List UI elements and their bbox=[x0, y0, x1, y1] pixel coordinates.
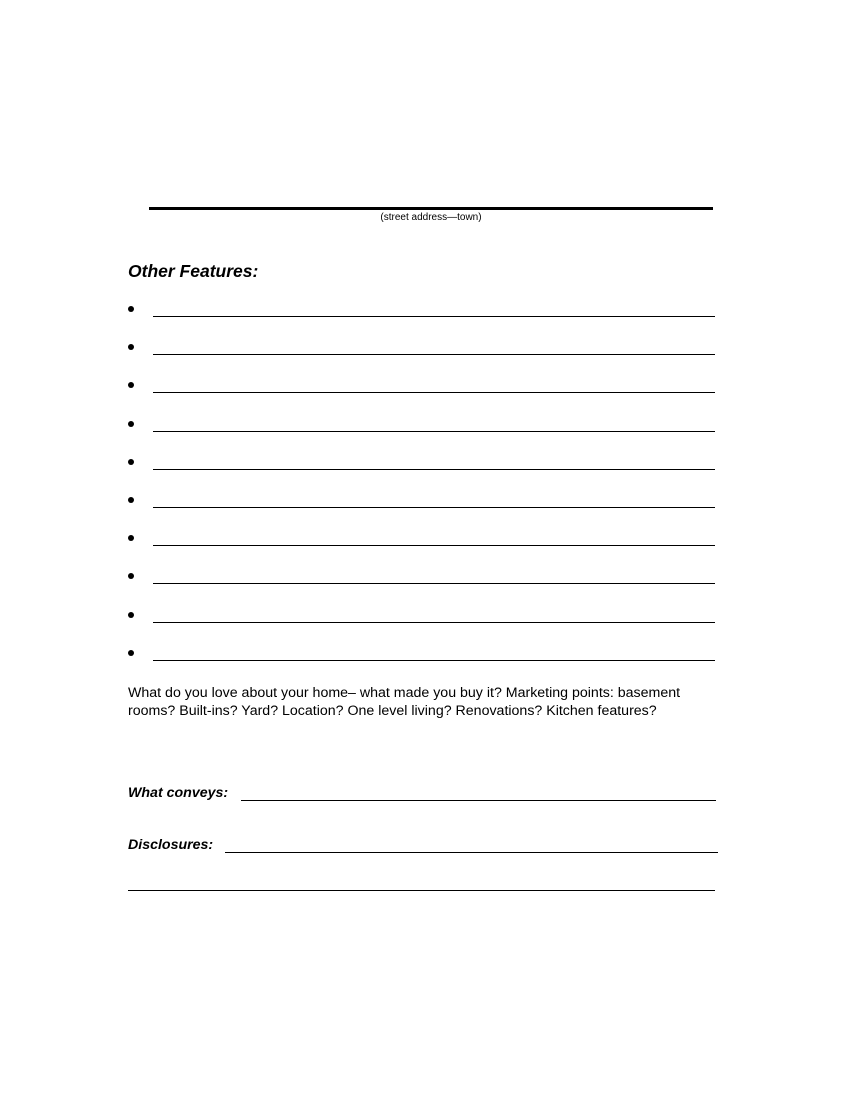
feature-item bbox=[128, 567, 718, 605]
bullet-icon bbox=[128, 459, 134, 465]
feature-blank-line[interactable] bbox=[153, 431, 715, 432]
feature-blank-line[interactable] bbox=[153, 583, 715, 584]
address-caption: (street address—town) bbox=[380, 212, 482, 223]
feature-item bbox=[128, 338, 718, 376]
bullet-icon bbox=[128, 421, 134, 427]
feature-blank-line[interactable] bbox=[153, 316, 715, 317]
bullet-icon bbox=[128, 344, 134, 350]
feature-blank-line[interactable] bbox=[153, 354, 715, 355]
feature-blank-line[interactable] bbox=[153, 660, 715, 661]
section-title: Other Features: bbox=[128, 261, 259, 281]
disclosures-extra-field bbox=[128, 874, 718, 894]
what-conveys-line[interactable] bbox=[241, 800, 716, 801]
disclosures-extra-line[interactable] bbox=[128, 890, 715, 891]
feature-item bbox=[128, 606, 718, 644]
disclosures-field bbox=[128, 836, 718, 856]
feature-item bbox=[128, 376, 718, 414]
feature-item bbox=[128, 453, 718, 491]
bullet-icon bbox=[128, 497, 134, 503]
bullet-icon bbox=[128, 573, 134, 579]
feature-item bbox=[128, 491, 718, 529]
bullet-icon bbox=[128, 612, 134, 618]
address-line[interactable] bbox=[149, 207, 713, 210]
feature-item bbox=[128, 644, 718, 682]
feature-blank-line[interactable] bbox=[153, 545, 715, 546]
feature-blank-line[interactable] bbox=[153, 622, 715, 623]
what-conveys-field bbox=[128, 784, 718, 804]
bullet-icon bbox=[128, 535, 134, 541]
feature-blank-line[interactable] bbox=[153, 469, 715, 470]
feature-item bbox=[128, 415, 718, 453]
bullet-icon bbox=[128, 306, 134, 312]
bullet-icon bbox=[128, 650, 134, 656]
feature-blank-line[interactable] bbox=[153, 392, 715, 393]
bullet-icon bbox=[128, 382, 134, 388]
feature-item bbox=[128, 300, 718, 338]
feature-item bbox=[128, 529, 718, 567]
what-conveys-label: What conveys: bbox=[128, 785, 229, 801]
features-list bbox=[128, 300, 718, 682]
feature-blank-line[interactable] bbox=[153, 507, 715, 508]
disclosures-line[interactable] bbox=[225, 852, 718, 853]
disclosures-label: Disclosures: bbox=[128, 837, 214, 853]
marketing-prompt: What do you love about your home– what made you buy it? Marketing points: basement rooms? Built-ins? Yard? Location? One level living? Renovations? Kitchen features? bbox=[128, 685, 681, 719]
